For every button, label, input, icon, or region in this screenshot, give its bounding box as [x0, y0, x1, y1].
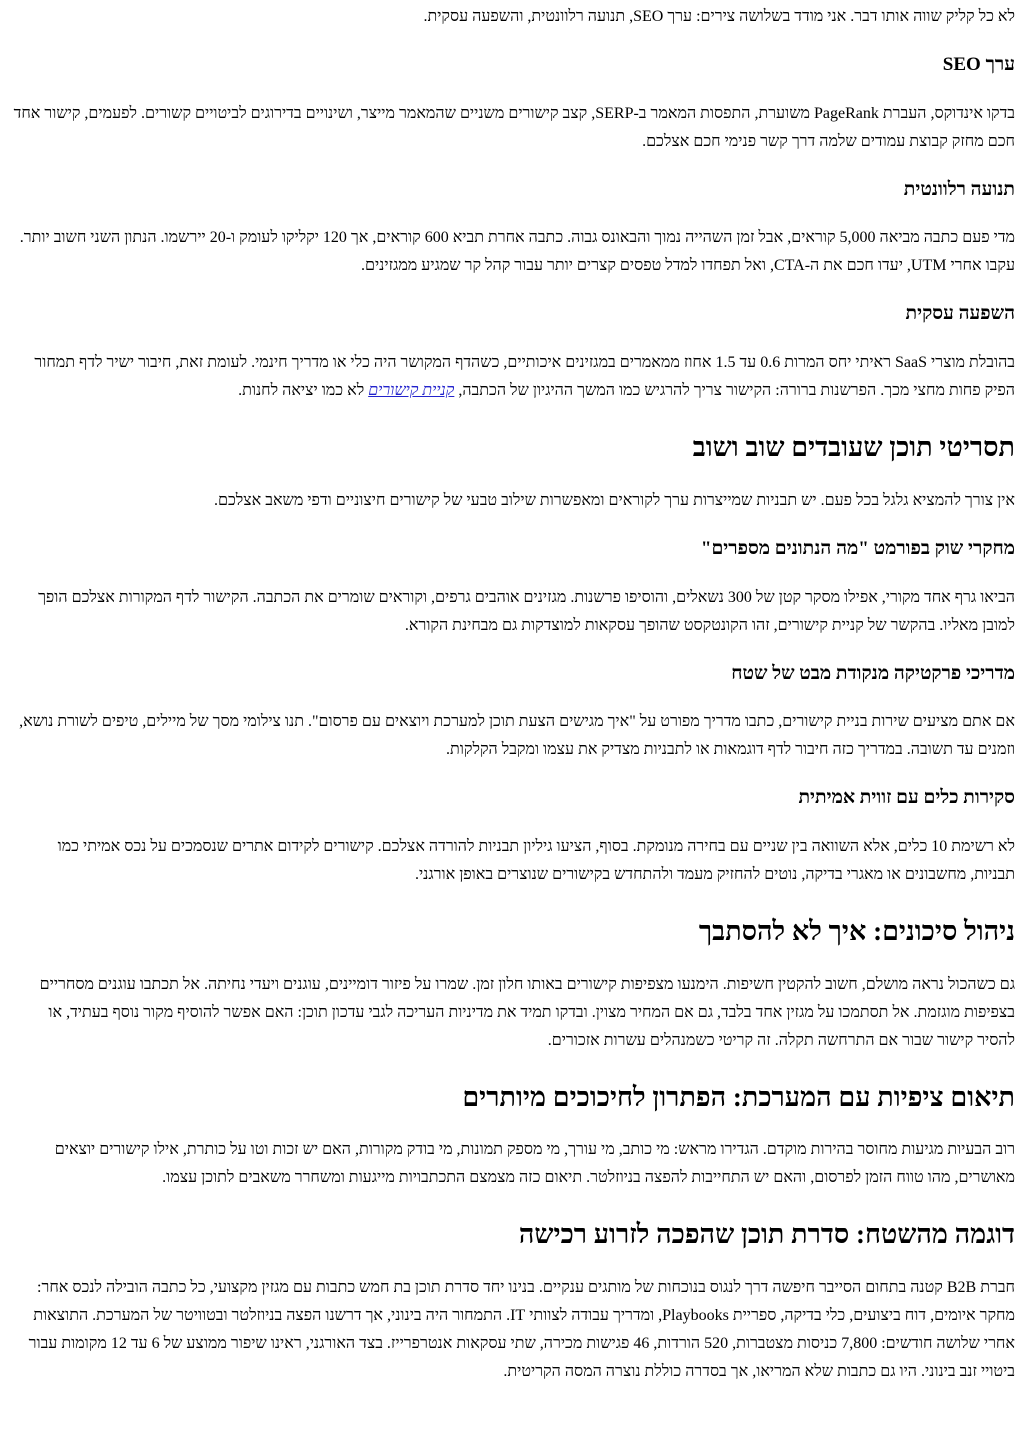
heading-case-study: דוגמה מהשטח: סדרת תוכן שהפכה לזרוע רכישה: [518, 1219, 1015, 1250]
paragraph-content-scripts: אין צורך להמציא גלגל בכל פעם. יש תבניות שמייצרות ערך לקוראים ומאפשרות שילוב טבעי של קישורים חיצוניים ודפי משאב אצלכם.: [213, 491, 1015, 509]
heading-content-scripts: תסריטי תוכן שעובדים שוב ושוב: [692, 432, 1015, 463]
business-impact-text-after: לא כמו יציאה לחנות.: [238, 382, 369, 400]
paragraph-expectations-alignment: רוב הבעיות מגיעות מחוסר בהירות מוקדם. הגדירו מראש: מי כותב, מי עורך, מי מספק תמונות, מי בודק מקורות, האם יש זכות וטו על כותרת, אילו קישורים יוצאים מאושרים, מהו טווח הזמן לפרסום, והאם יש התחייבות להפצה בניוזלטר. תיאום כזה מצמצם התכתבויות מייגעות ומשחרר משאבים לתוכן עצמו.: [54, 1141, 1015, 1187]
buying-links-link[interactable]: קניית קישורים: [368, 382, 455, 400]
paragraph-business-impact: [9, 349, 1015, 405]
paragraph-practice-guides: אם אתם מציעים שירות בניית קישורים, כתבו מדריך מפורט על "איך מגישים הצעת תוכן למערכת ויוצאים עם פרסום". תנו צילומי מסך של מיילים, טיפים לשורת נושא, וזמנים עד תשובה. במדריך כזה חיבור לדף דוגמאות או לתבניות מצדיק את עצמו ומקבל הקלקות.: [19, 713, 1015, 759]
heading-expectations-alignment: תיאום ציפיות עם המערכת: הפתרון לחיכוכים מיותרים: [462, 1081, 1015, 1112]
paragraph-market-research: הביאו גרף אחד מקורי, אפילו מסקר קטן של 300 נשאלים, והוסיפו פרשנות. מגזינים אוהבים גרפים, וקוראים שומרים את הכתבה. הקישור לדף המקורות אצלכם הופך למובן מאליו. בהקשר של קניית קישורים, זהו הקונטקסט שהופך עסקאות למוצדקות גם מבחינת הקורא.: [38, 588, 1015, 634]
heading-market-research: מחקרי שוק בפורמט "מה הנתונים מספרים": [700, 537, 1015, 559]
paragraph-risk-management: גם כשהכול נראה מושלם, חשוב להקטין חשיפות. הימנעו מצפיפות קישורים באותו חלון זמן. שמרו על פיזור דומיינים, עוגנים ויעדי נחיתה. אל תכתבו עוגנים מסחריים בצפיפות מוגזמת. אל תסתמכו על מגזין אחד בלבד, גם אם המחיר מצוין. ובדקו תמיד את מדיניות העריכה לגבי עדכון תוכן: האם אפשר להוסיף מקור נוסף בעתיד, או להסיר קישור שבור אם התרחשה תקלה. זה קריטי כשמנהלים עשרות אזכורים.: [39, 975, 1015, 1049]
paragraph-relevant-traffic: מדי פעם כתבה מביאה 5,000 קוראים, אבל זמן השהייה נמוך והבאונס גבוה. כתבה אחרת תביא 600 קוראים, אך 120 יקליקו לעומק ו-20 יירשמו. הנתון השני חשוב יותר. עקבו אחרי UTM, יעדו חכם את ה-CTA, ואל תפחדו למדל טפסים קצרים יותר עבור קהל קר שמגיע ממגזינים.: [19, 229, 1015, 275]
paragraph-seo-value: בדקו אינדוקס, העברת PageRank משוערת, התפסות המאמר ב-SERP, קצב קישורים משניים שהמאמר מייצר, ושינויים בדירוגים לביטויים קשורים. לפעמים, קישור אחד חכם מחזק קבוצת עמודים שלמה דרך קשר פנימי חכם אצלכם.: [13, 104, 1015, 150]
paragraph-case-study: חברת B2B קטנה בתחום הסייבר חיפשה דרך לנגוס בנוכחות של מותגים ענקיים. בנינו יחד סדרת תוכן בת חמש כתבות עם מגזין מקצועי, כל כתבה הובילה לנכס אחר: מחקר איומים, דוח ביצועים, כלי בדיקה, ספריית Playbooks, ומדריך עבודה לצוותי IT. התמחור היה בינוני, אך דרשנו הפצה בניוזלטר ובטוויטר של המערכת. התוצאות אחרי שלושה חודשים: 7,800 כניסות מצטברות, 520 הורדות, 46 פגישות מכירה, שתי עסקאות אנטרפרייז. בצד האורגני, ראינו שיפור ממוצע של 6 עד 12 מקומות עבור ביטויי זנב בינוני. היו גם כתבות שלא המריאו, אך בסדרה כוללת נוצרה המסה הקריטית.: [28, 1279, 1015, 1381]
heading-tool-reviews: סקירות כלים עם זווית אמיתית: [798, 787, 1015, 809]
business-impact-text-before: בהובלת מוצרי SaaS ראיתי יחס המרות 0.6 עד 1.5 אחוז ממאמרים במגזינים איכותיים, כשהדף המקושר היה כלי או מדריך חינמי. לעומת זאת, חיבור ישיר לדף תמחור הפיק פחות מחצי מכך. הפרשנות ברורה: הקישור צריך להרגיש כמו המשך ההיגיון של הכתבה,: [34, 354, 1015, 400]
heading-relevant-traffic: תנועה רלוונטית: [903, 178, 1015, 200]
heading-practice-guides: מדריכי פרקטיקה מנקודת מבט של שטח: [731, 662, 1015, 684]
paragraph-tool-reviews: לא רשימת 10 כלים, אלא השוואה בין שניים עם בחירה מנומקת. בסוף, הציעו גיליון תבניות להורדה אצלכם. קישורים לקידום אתרים שנסמכים על נכס אמיתי כמו תבניות, מחשבונים או מאגרי בדיקה, נוטים להחזיק מעמד ולהתחדש בקישורים שנוצרים באופן אורגני.: [57, 837, 1015, 883]
heading-seo-value: ערך SEO: [942, 54, 1015, 75]
heading-risk-management: ניהול סיכונים: איך לא להסתבך: [698, 915, 1015, 946]
intro-paragraph: לא כל קליק שווה אותו דבר. אני מודד בשלושה צירים: ערך SEO, תנועה רלוונטית, והשפעה עסקית.: [423, 8, 1015, 25]
heading-business-impact: השפעה עסקית: [905, 303, 1015, 325]
